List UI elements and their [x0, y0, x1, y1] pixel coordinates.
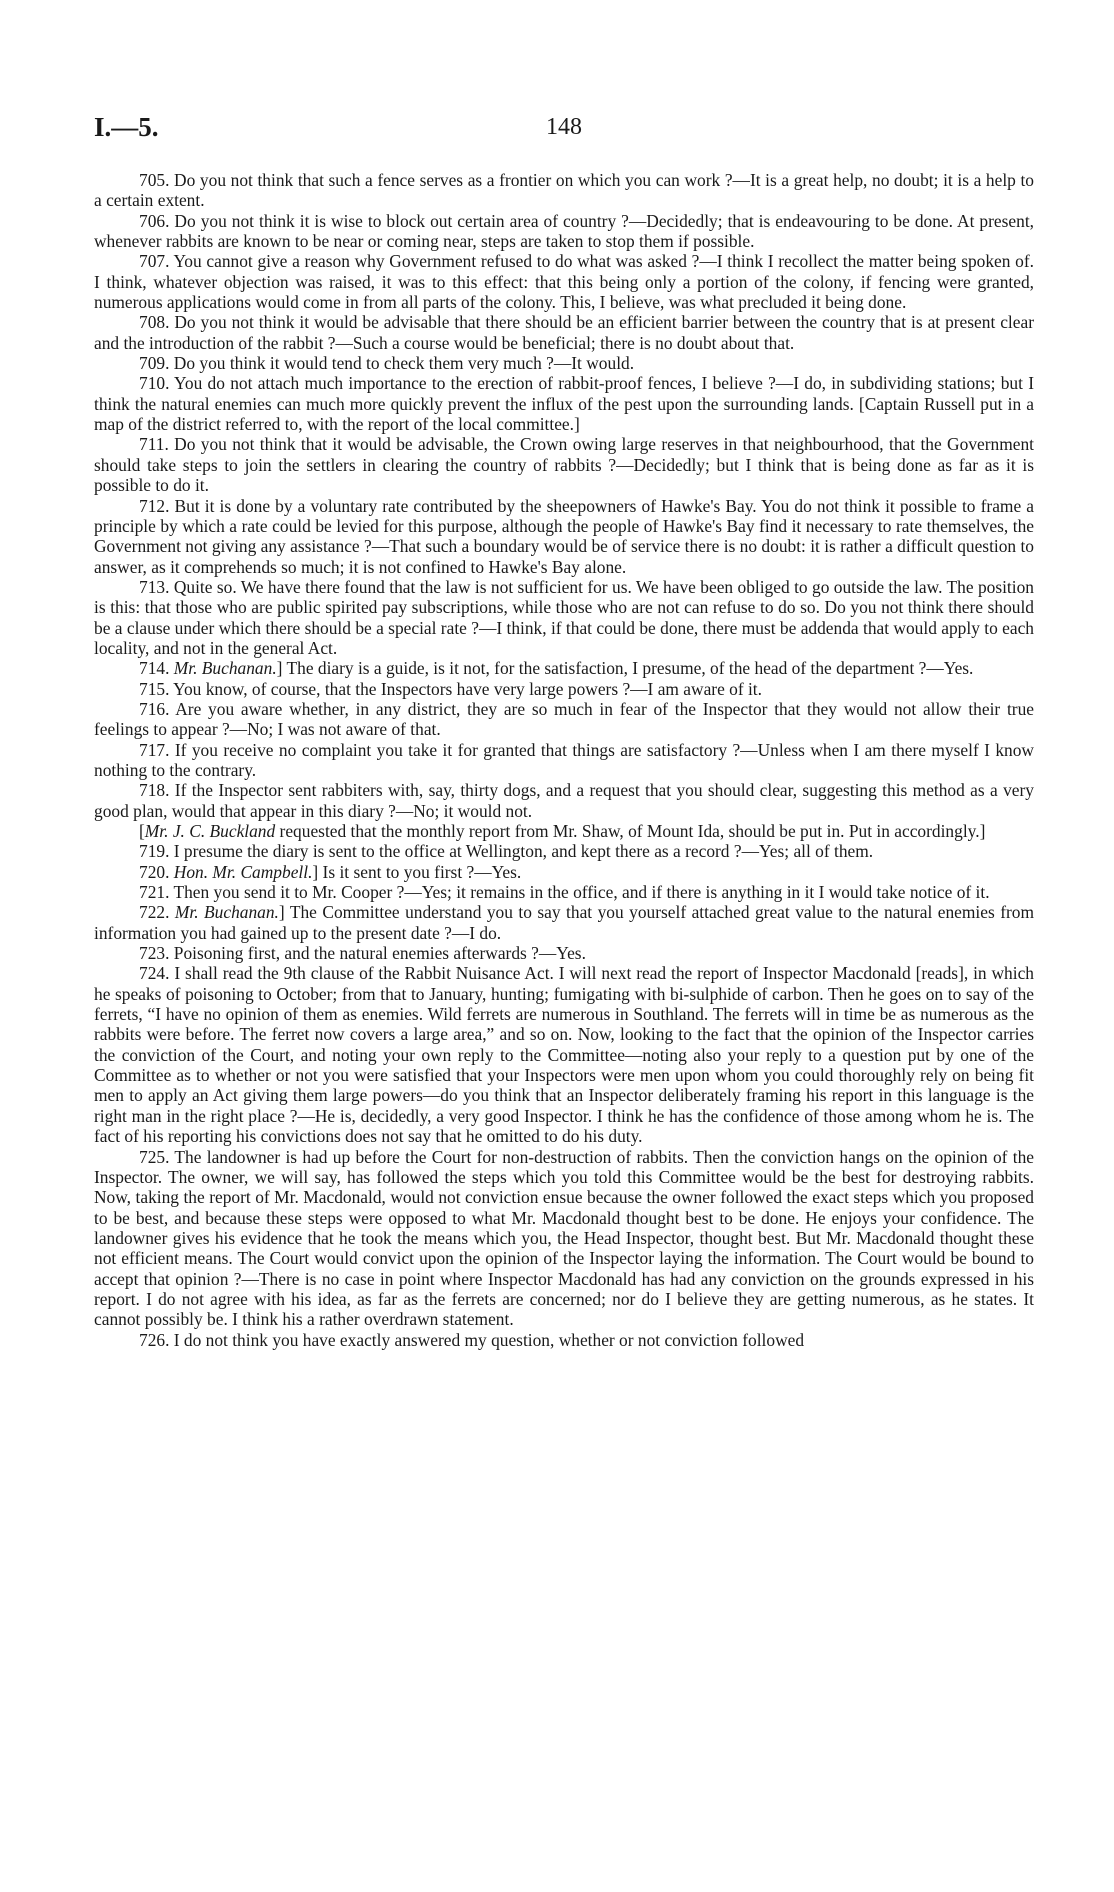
evidence-paragraph — [94, 902, 1034, 943]
evidence-paragraph — [94, 862, 1034, 882]
paragraph-text: 714. — [139, 658, 174, 679]
evidence-paragraph: 723. Poisoning first, and the natural enemies afterwards ?—Yes. — [139, 943, 586, 964]
evidence-paragraph: 724. I shall read the 9th clause of the Rabbit Nuisance Act. I will next read the report of Inspector Macdonald [reads], in which he speaks of poisoning to October; from that to January, hunting; fumigating with bi-sulphide of carbon. Then he goes on to say of the ferrets, “I have no opinion of them as enemies. Wild ferrets are numerous in Southland. The ferrets will in time be as numerous as the rabbits were before. The ferret now covers a large area,” and so on. Now, looking to the fact that the opinion of the Inspector carries the conviction of the Court, and noting your own reply to the Committee—noting also your reply to a question put by one of the Committee as to whether or not you were satisfied that your Inspectors were men upon whom you could thoroughly rely on being fit men to apply an Act giving them large powers—do you think that an Inspector deliberately framing his report in this language is the right man in the right place ?—He is, decidedly, a very good Inspector. I think he has the confidence of those among whom he is. The fact of his reporting his convictions does not say that he omitted to do his duty. — [94, 963, 1034, 1147]
evidence-paragraph: 719. I presume the diary is sent to the office at Wellington, and kept there as a record ?—Yes; all of them. — [139, 841, 874, 862]
speaker-name: Mr. Buchanan. — [173, 658, 277, 679]
evidence-text — [94, 170, 1034, 1350]
evidence-paragraph: 726. I do not think you have exactly answered my question, whether or not conviction followed — [139, 1329, 805, 1350]
evidence-paragraph — [94, 821, 1034, 841]
paragraph-text: [ — [139, 821, 145, 841]
evidence-paragraph: 712. But it is done by a voluntary rate contributed by the sheepowners of Hawke's Bay. You do not think it possible to frame a principle by which a rate could be levied for this purpose, although the people of Hawke's Bay find it necessary to rate themselves, the Government not giving any assistance ?—That such a boundary would be of service there is no doubt: it is rather a difficult question to answer, as it comprehends so much; it is not confined to Hawke's Bay alone. — [94, 495, 1034, 577]
evidence-paragraph: 710. You do not attach much importance to the erection of rabbit-proof fences, I believe ?—I do, in subdividing stations; but I think the natural enemies can much more quickly prevent the influx of the pest upon the surrounding lands. [Captain Russell put in a map of the district referred to, with the report of the local committee.] — [94, 373, 1034, 435]
paper-reference: I.—5. — [94, 112, 159, 142]
evidence-paragraph: 706. Do you not think it is wise to block out certain area of country ?—Decidedly; that is endeavouring to be done. At present, whenever rabbits are known to be near or coming near, steps are taken to stop them if possible. — [94, 210, 1034, 252]
speaker-name: Mr. J. C. Buckland — [144, 821, 276, 841]
evidence-paragraph — [94, 658, 1034, 678]
paragraph-text: ] Is it sent to you first ?—Yes. — [312, 861, 522, 882]
evidence-paragraph: 718. If the Inspector sent rabbiters with, say, thirty dogs, and a request that you should clear, suggesting this method as a very good plan, would that appear in this diary ?—No; it would not. — [94, 780, 1034, 821]
page-header — [94, 112, 1034, 152]
paragraph-text: 722. — [139, 902, 175, 923]
evidence-paragraph: 725. The landowner is had up before the Court for non-destruction of rabbits. Then the conviction hangs on the opinion of the Inspector. The owner, we will say, has followed the steps which you told this Committee would be the best for destroying rabbits. Now, taking the report of Mr. Macdonald, would not conviction ensue because the owner followed the exact steps which you proposed to be best, and because these steps were opposed to what Mr. Macdonald thought best to be done. He enjoys your confidence. The landowner gives his evidence that he took the means which you, the Head Inspector, thought best. But Mr. Macdonald thought these not efficient means. The Court would convict upon the opinion of the Inspector laying the information. The Court would be bound to accept that opinion ?—There is no case in point where Inspector Macdonald has had any conviction on the grounds expressed in his report. I do not agree with his idea, as far as the ferrets are concerned; nor do I believe they are getting numerous, as he states. It cannot possibly be. I think his a rather overdrawn statement. — [94, 1146, 1034, 1330]
paragraph-text: 720. — [139, 861, 174, 882]
evidence-paragraph: 715. You know, of course, that the Inspectors have very large powers ?—I am aware of it. — [139, 678, 762, 699]
evidence-paragraph: 705. Do you not think that such a fence serves as a frontier on which you can work ?—It is a great help, no doubt; it is a help to a certain extent. — [94, 170, 1034, 211]
evidence-paragraph: 713. Quite so. We have there found that the law is not sufficient for us. We have been obliged to go outside the law. The position is this: that those who are public spirited pay subscriptions, while those who are not can refuse to do so. Do you not think there should be a clause under which there should be a special rate ?—I think, if that could be done, there must be addenda that would apply to each locality, and not in the general Act. — [94, 576, 1034, 658]
evidence-paragraph: 717. If you receive no complaint you take it for granted that things are satisfactory ?—Unless when I am there myself I know nothing to the contrary. — [94, 739, 1034, 780]
speaker-name: Mr. Buchanan. — [174, 902, 279, 923]
evidence-paragraph: 709. Do you think it would tend to check them very much ?—It would. — [139, 353, 635, 374]
page-number: 148 — [546, 114, 582, 140]
evidence-paragraph: 711. Do you not think that it would be advisable, the Crown owing large reserves in that neighbourhood, that the Government should take steps to join the settlers in clearing the country of rabbits ?—Decidedly; but I think that is being done as far as it is possible to do it. — [94, 434, 1034, 496]
speaker-name: Hon. Mr. Campbell. — [173, 861, 313, 882]
paragraph-text: ] The diary is a guide, is it not, for the satisfaction, I presume, of the head of the department ?—Yes. — [276, 658, 974, 679]
paragraph-text: requested that the monthly report from Mr. Shaw, of Mount Ida, should be put in. Put in accordingly.] — [275, 821, 986, 841]
evidence-paragraph: 707. You cannot give a reason why Government refused to do what was asked ?—I think I recollect the matter being spoken of. I think, whatever objection was raised, it was to this effect: that this being only a portion of the colony, if fencing were granted, numerous applications would come in from all parts of the colony. This, I believe, was what precluded it being done. — [94, 251, 1034, 313]
evidence-paragraph: 716. Are you aware whether, in any district, they are so much in fear of the Inspector that they would not allow their true feelings to appear ?—No; I was not aware of that. — [94, 698, 1034, 740]
evidence-paragraph: 721. Then you send it to Mr. Cooper ?—Yes; it remains in the office, and if there is anything in it I would take notice of it. — [139, 882, 990, 903]
paragraph-text: ] The Committee understand you to say that you yourself attached great value to the natural enemies from information you had gained up to the present date ?—I do. — [94, 902, 1035, 943]
evidence-paragraph: 708. Do you not think it would be advisable that there should be an efficient barrier between the country that is at present clear and the introduction of the rabbit ?—Such a course would be beneficial; there is no doubt about that. — [94, 312, 1034, 353]
